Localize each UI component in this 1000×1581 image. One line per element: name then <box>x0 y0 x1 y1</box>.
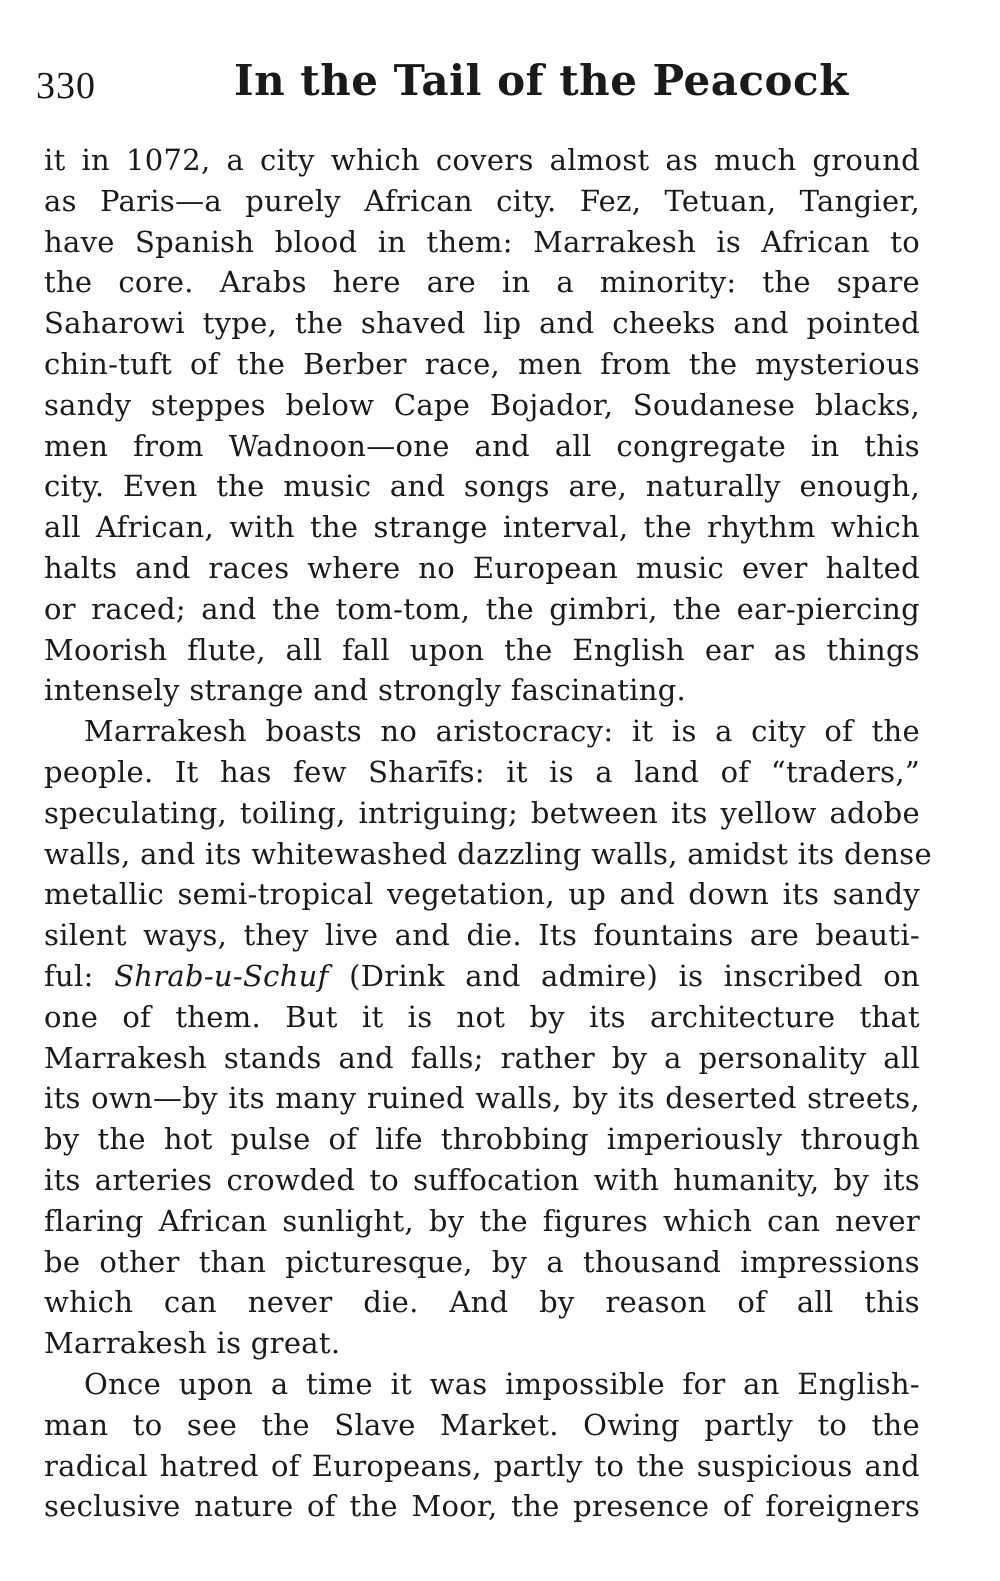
text-line: it in 1072, a city which covers almost as much ground <box>44 143 920 177</box>
text-line: sandy steppes below Cape Bojador, Soudanese blacks, <box>44 387 920 422</box>
text-line: intensely strange and strongly fascinating. <box>44 673 687 708</box>
line-segment: ful: <box>44 958 115 993</box>
page-header <box>36 56 849 116</box>
text-line-with-italic <box>44 956 920 997</box>
text-line: Marrakesh stands and falls; rather by a personality all <box>44 1040 920 1075</box>
text-line: Moorish flute, all fall upon the English ear as things <box>44 632 920 667</box>
text-line: metallic semi-tropical vegetation, up and down its sandy <box>44 877 920 912</box>
line-segment: (Drink and admire) is inscribed on <box>328 958 920 993</box>
italic-phrase: Shrab-u-Schuf <box>114 958 329 993</box>
text-line: as Paris—a purely African city. Fez, Tetuan, Tangier, <box>44 183 920 218</box>
text-line: man to see the Slave Market. Owing partly to the <box>44 1407 920 1442</box>
page-number: 330 <box>36 65 96 107</box>
text-line: its own—by its many ruined walls, by its deserted streets, <box>44 1081 920 1116</box>
text-line: the core. Arabs here are in a minority: the spare <box>44 265 920 300</box>
text-line: Once upon a time it was impossible for an English- <box>84 1366 920 1401</box>
text-line: by the hot pulse of life throbbing imperiously through <box>44 1122 920 1157</box>
text-line: flaring African sunlight, by the figures which can never <box>44 1203 920 1238</box>
text-line: Saharowi type, the shaved lip and cheeks and pointed <box>44 306 920 341</box>
text-line: halts and races where no European music ever halted <box>44 550 920 585</box>
text-line: radical hatred of Europeans, partly to the suspicious and <box>44 1448 920 1483</box>
text-line: Marrakesh boasts no aristocracy: it is a city of the <box>84 714 920 749</box>
body-text <box>44 140 932 1527</box>
text-line: people. It has few Sharīfs: it is a land of “traders,” <box>44 754 920 789</box>
running-title: In the Tail of the Peacock <box>234 56 849 105</box>
text-line: speculating, toiling, intriguing; between its yellow adobe <box>44 795 920 830</box>
text-line: chin-tuft of the Berber race, men from the mysterious <box>44 346 920 381</box>
text-line: men from Wadnoon—one and all congregate in this <box>44 428 920 463</box>
text-line: have Spanish blood in them: Marrakesh is African to <box>44 224 920 259</box>
text-line: seclusive nature of the Moor, the presence of foreigners <box>44 1489 920 1524</box>
text-line: silent ways, they live and die. Its fountains are beauti- <box>44 918 920 953</box>
text-line: one of them. But it is not by its architecture that <box>44 999 920 1034</box>
text-line: walls, and its whitewashed dazzling walls, amidst its dense <box>44 836 932 871</box>
text-line: which can never die. And by reason of all this <box>44 1285 920 1320</box>
text-line: all African, with the strange interval, the rhythm which <box>44 510 920 545</box>
text-line: or raced; and the tom-tom, the gimbri, the ear-piercing <box>44 591 920 626</box>
text-line: its arteries crowded to suffocation with humanity, by its <box>44 1162 920 1197</box>
text-line: Marrakesh is great. <box>44 1326 341 1361</box>
text-line: city. Even the music and songs are, naturally enough, <box>44 469 920 504</box>
text-line: be other than picturesque, by a thousand impressions <box>44 1244 920 1279</box>
